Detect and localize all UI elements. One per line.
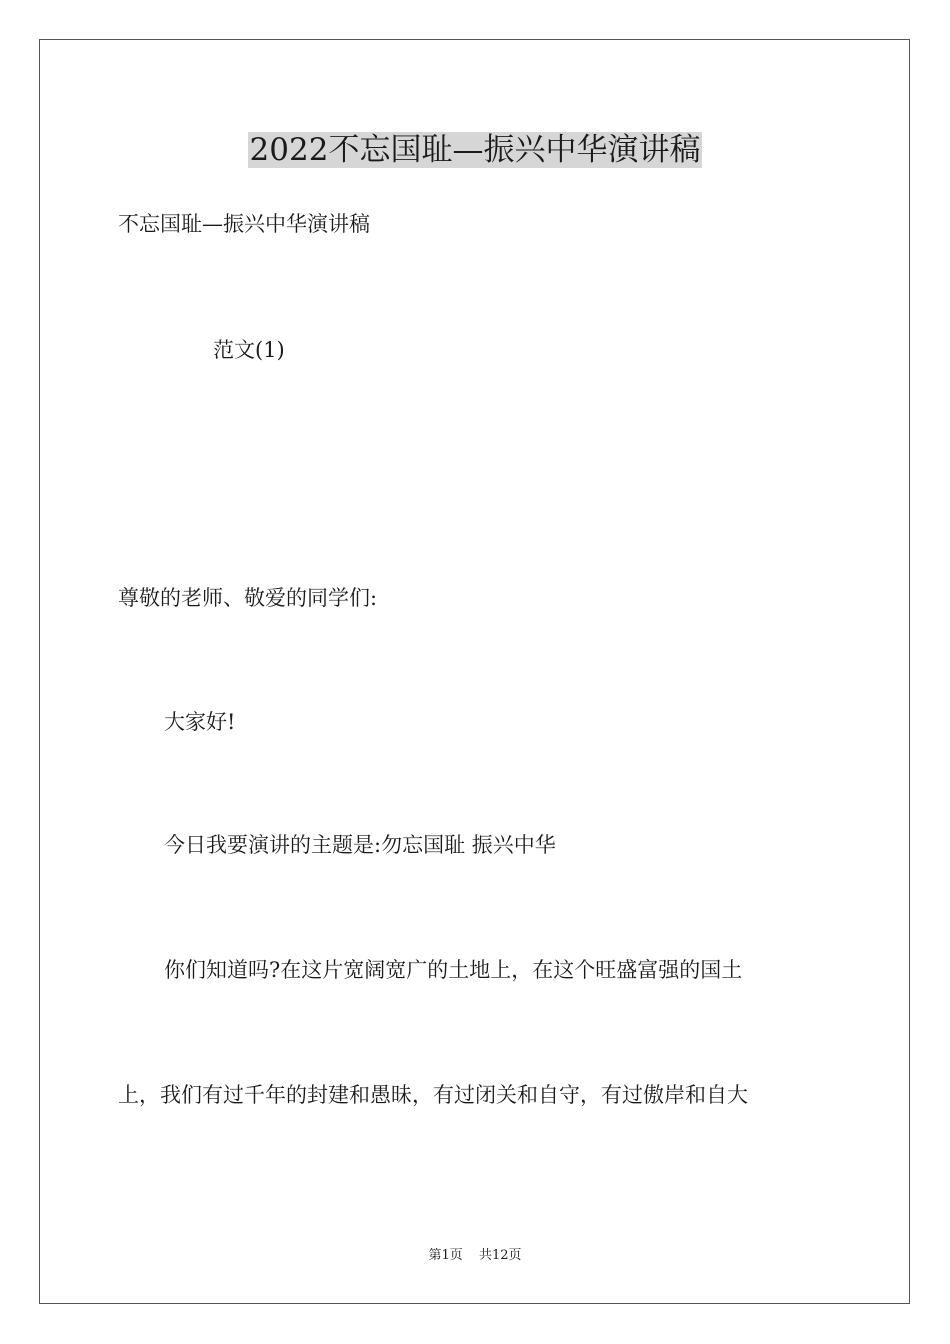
page-number: 第1页: [428, 1248, 463, 1263]
theme-text: 今日我要演讲的主题是:勿忘国耻 振兴中华: [164, 833, 556, 857]
paragraph-line: 上，我们有过千年的封建和愚昧，有过闭关和自守，有过傲岸和自大: [118, 1083, 748, 1107]
section-label: 范文(1): [213, 338, 285, 362]
page-total: 共12页: [478, 1248, 522, 1263]
page-footer: [0, 1247, 950, 1265]
paragraph-line: 你们知道吗?在这片宽阔宽广的土地上，在这个旺盛富强的国土: [164, 958, 743, 982]
salutation-text: 尊敬的老师、敬爱的同学们:: [118, 586, 378, 610]
document-title-text: 2022不忘国耻—振兴中华演讲稿: [249, 132, 701, 168]
document-title: [0, 128, 950, 172]
document-subtitle: 不忘国耻—振兴中华演讲稿: [118, 212, 370, 236]
greeting-text: 大家好!: [164, 710, 236, 734]
